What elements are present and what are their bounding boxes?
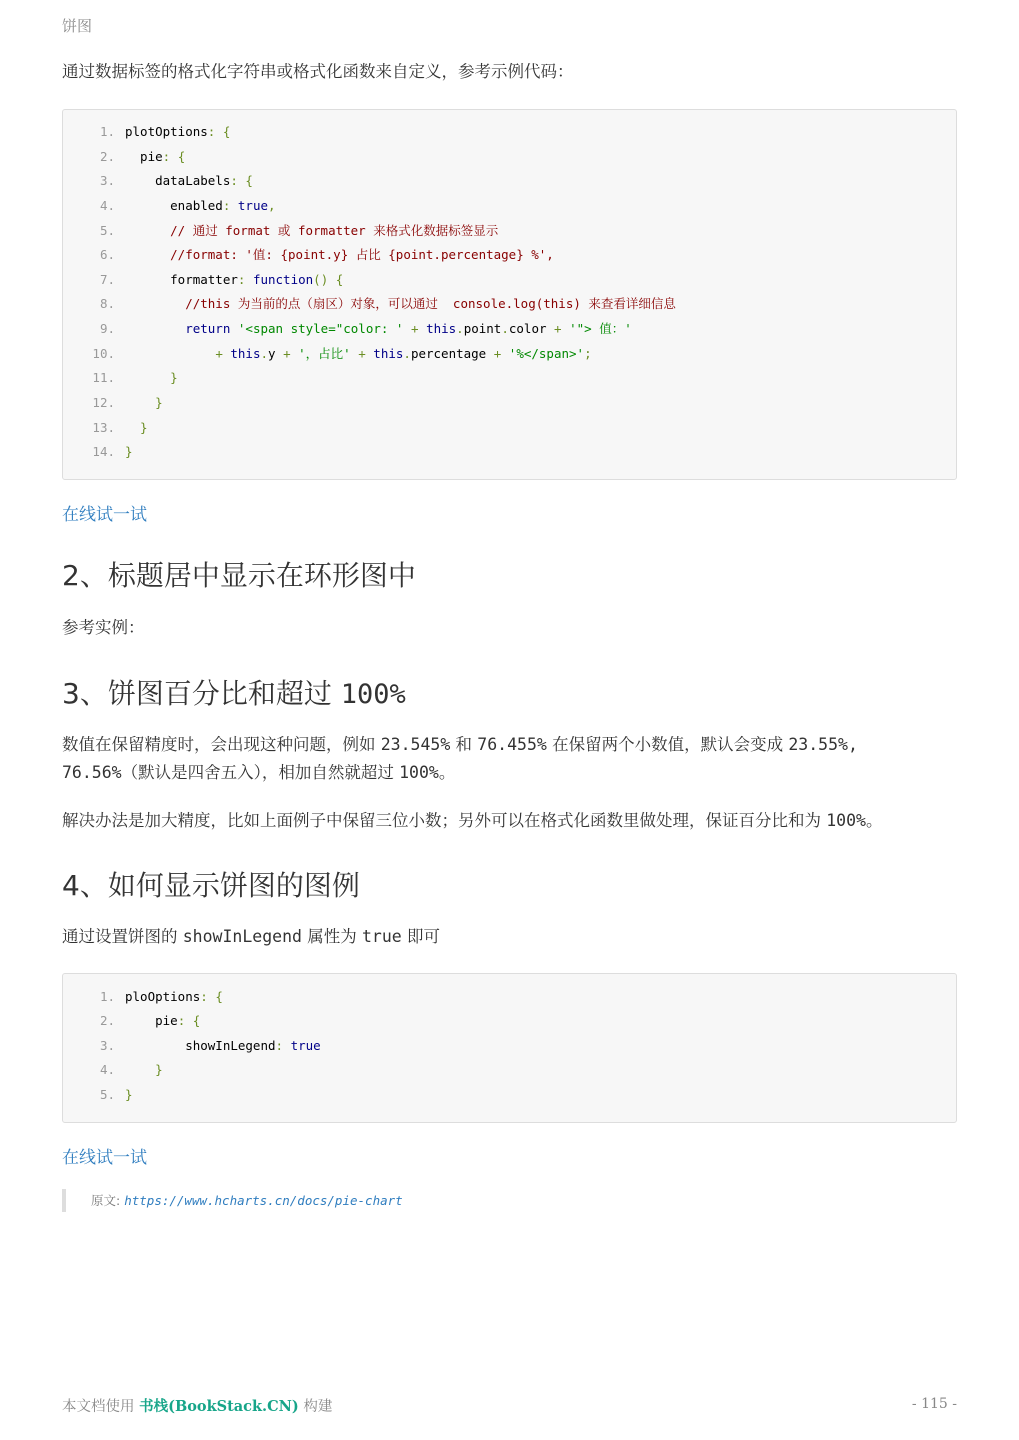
section-3-paragraph-1: 数值在保留精度时，会出现这种问题，例如 23.545% 和 76.455% 在保留两个小数值，默认会变成 23.55%, 76.56%（默认是四舍五入），相加自然就超过 100%。 bbox=[62, 735, 858, 782]
code-text: return '<span style="color: ' + this.point.color + '"> 值：' bbox=[125, 321, 632, 336]
line-number: 12. bbox=[92, 395, 115, 410]
code-text: formatter: function() { bbox=[125, 272, 344, 287]
line-number: 8. bbox=[99, 296, 115, 311]
code-text: dataLabels: { bbox=[125, 173, 253, 188]
code-block-2 bbox=[62, 973, 957, 1123]
line-number: 3. bbox=[99, 1038, 115, 1053]
code-text: } bbox=[125, 444, 133, 459]
code-text: showInLegend: true bbox=[125, 1038, 321, 1053]
try-online-link-2[interactable]: 在线试一试 bbox=[62, 1148, 147, 1168]
code-text: enabled: true, bbox=[125, 198, 276, 213]
code-text: } bbox=[125, 420, 148, 435]
line-number: 14. bbox=[92, 444, 115, 459]
line-number: 1. bbox=[99, 989, 115, 1004]
code-text: } bbox=[125, 395, 163, 410]
code-text: + this.y + '，占比' + this.percentage + '%</span>'; bbox=[215, 346, 592, 361]
source-link[interactable]: https://www.hcharts.cn/docs/pie-chart bbox=[124, 1193, 403, 1208]
source-colon: : bbox=[116, 1193, 121, 1208]
code-text: //format: '值: {point.y} 占比 {point.percentage} %', bbox=[125, 247, 554, 262]
source-quote bbox=[62, 1189, 403, 1212]
code-text: } bbox=[125, 1087, 133, 1102]
code-text: // 通过 format 或 formatter 来格式化数据标签显示 bbox=[125, 223, 499, 238]
line-number: 4. bbox=[99, 198, 115, 213]
line-number: 3. bbox=[99, 173, 115, 188]
line-number: 2. bbox=[99, 149, 115, 164]
running-header: 饼图 bbox=[62, 17, 93, 35]
section-3-heading: 3、饼图百分比和超过 100% bbox=[62, 677, 406, 710]
code-text: plotOptions: { bbox=[125, 124, 231, 139]
line-number: 5. bbox=[99, 223, 115, 238]
section-4-paragraph: 通过设置饼图的 showInLegend 属性为 true 即可 bbox=[62, 927, 440, 946]
line-number: 7. bbox=[99, 272, 115, 287]
line-number: 10. bbox=[92, 346, 115, 361]
line-number: 9. bbox=[99, 321, 115, 336]
code-text: //this 为当前的点（扇区）对象，可以通过 console.log(this) 来查看详细信息 bbox=[125, 296, 676, 311]
code-text: pie: { bbox=[125, 1013, 201, 1028]
code-block-1 bbox=[62, 109, 957, 480]
section-4-heading: 4、如何显示饼图的图例 bbox=[62, 869, 360, 902]
line-number: 11. bbox=[92, 370, 115, 385]
code-text: } bbox=[125, 1062, 163, 1077]
section-2-text: 参考实例： bbox=[62, 618, 145, 637]
page-number: - 115 - bbox=[911, 1396, 957, 1412]
source-label: 原文 bbox=[91, 1193, 117, 1208]
footer-credit: 本文档使用 书栈(BookStack.CN) 构建 bbox=[62, 1398, 333, 1415]
code-text: ploOptions: { bbox=[125, 989, 223, 1004]
line-number: 2. bbox=[99, 1013, 115, 1028]
section-3-paragraph-2: 解决办法是加大精度，比如上面例子中保留三位小数；另外可以在格式化函数里做处理，保证百分比和为 100%。 bbox=[62, 811, 883, 830]
try-online-link-1[interactable]: 在线试一试 bbox=[62, 505, 147, 525]
line-number: 4. bbox=[99, 1062, 115, 1077]
line-number: 13. bbox=[92, 420, 115, 435]
bookstack-link[interactable]: 书栈(BookStack.CN) bbox=[139, 1398, 299, 1415]
line-number: 5. bbox=[99, 1087, 115, 1102]
line-number: 1. bbox=[99, 124, 115, 139]
section-2-heading: 2、标题居中显示在环形图中 bbox=[62, 559, 416, 592]
intro-paragraph: 通过数据标签的格式化字符串或格式化函数来自定义，参考示例代码： bbox=[62, 62, 574, 81]
code-text: } bbox=[125, 370, 178, 385]
code-text: pie: { bbox=[125, 149, 186, 164]
line-number: 6. bbox=[99, 247, 115, 262]
